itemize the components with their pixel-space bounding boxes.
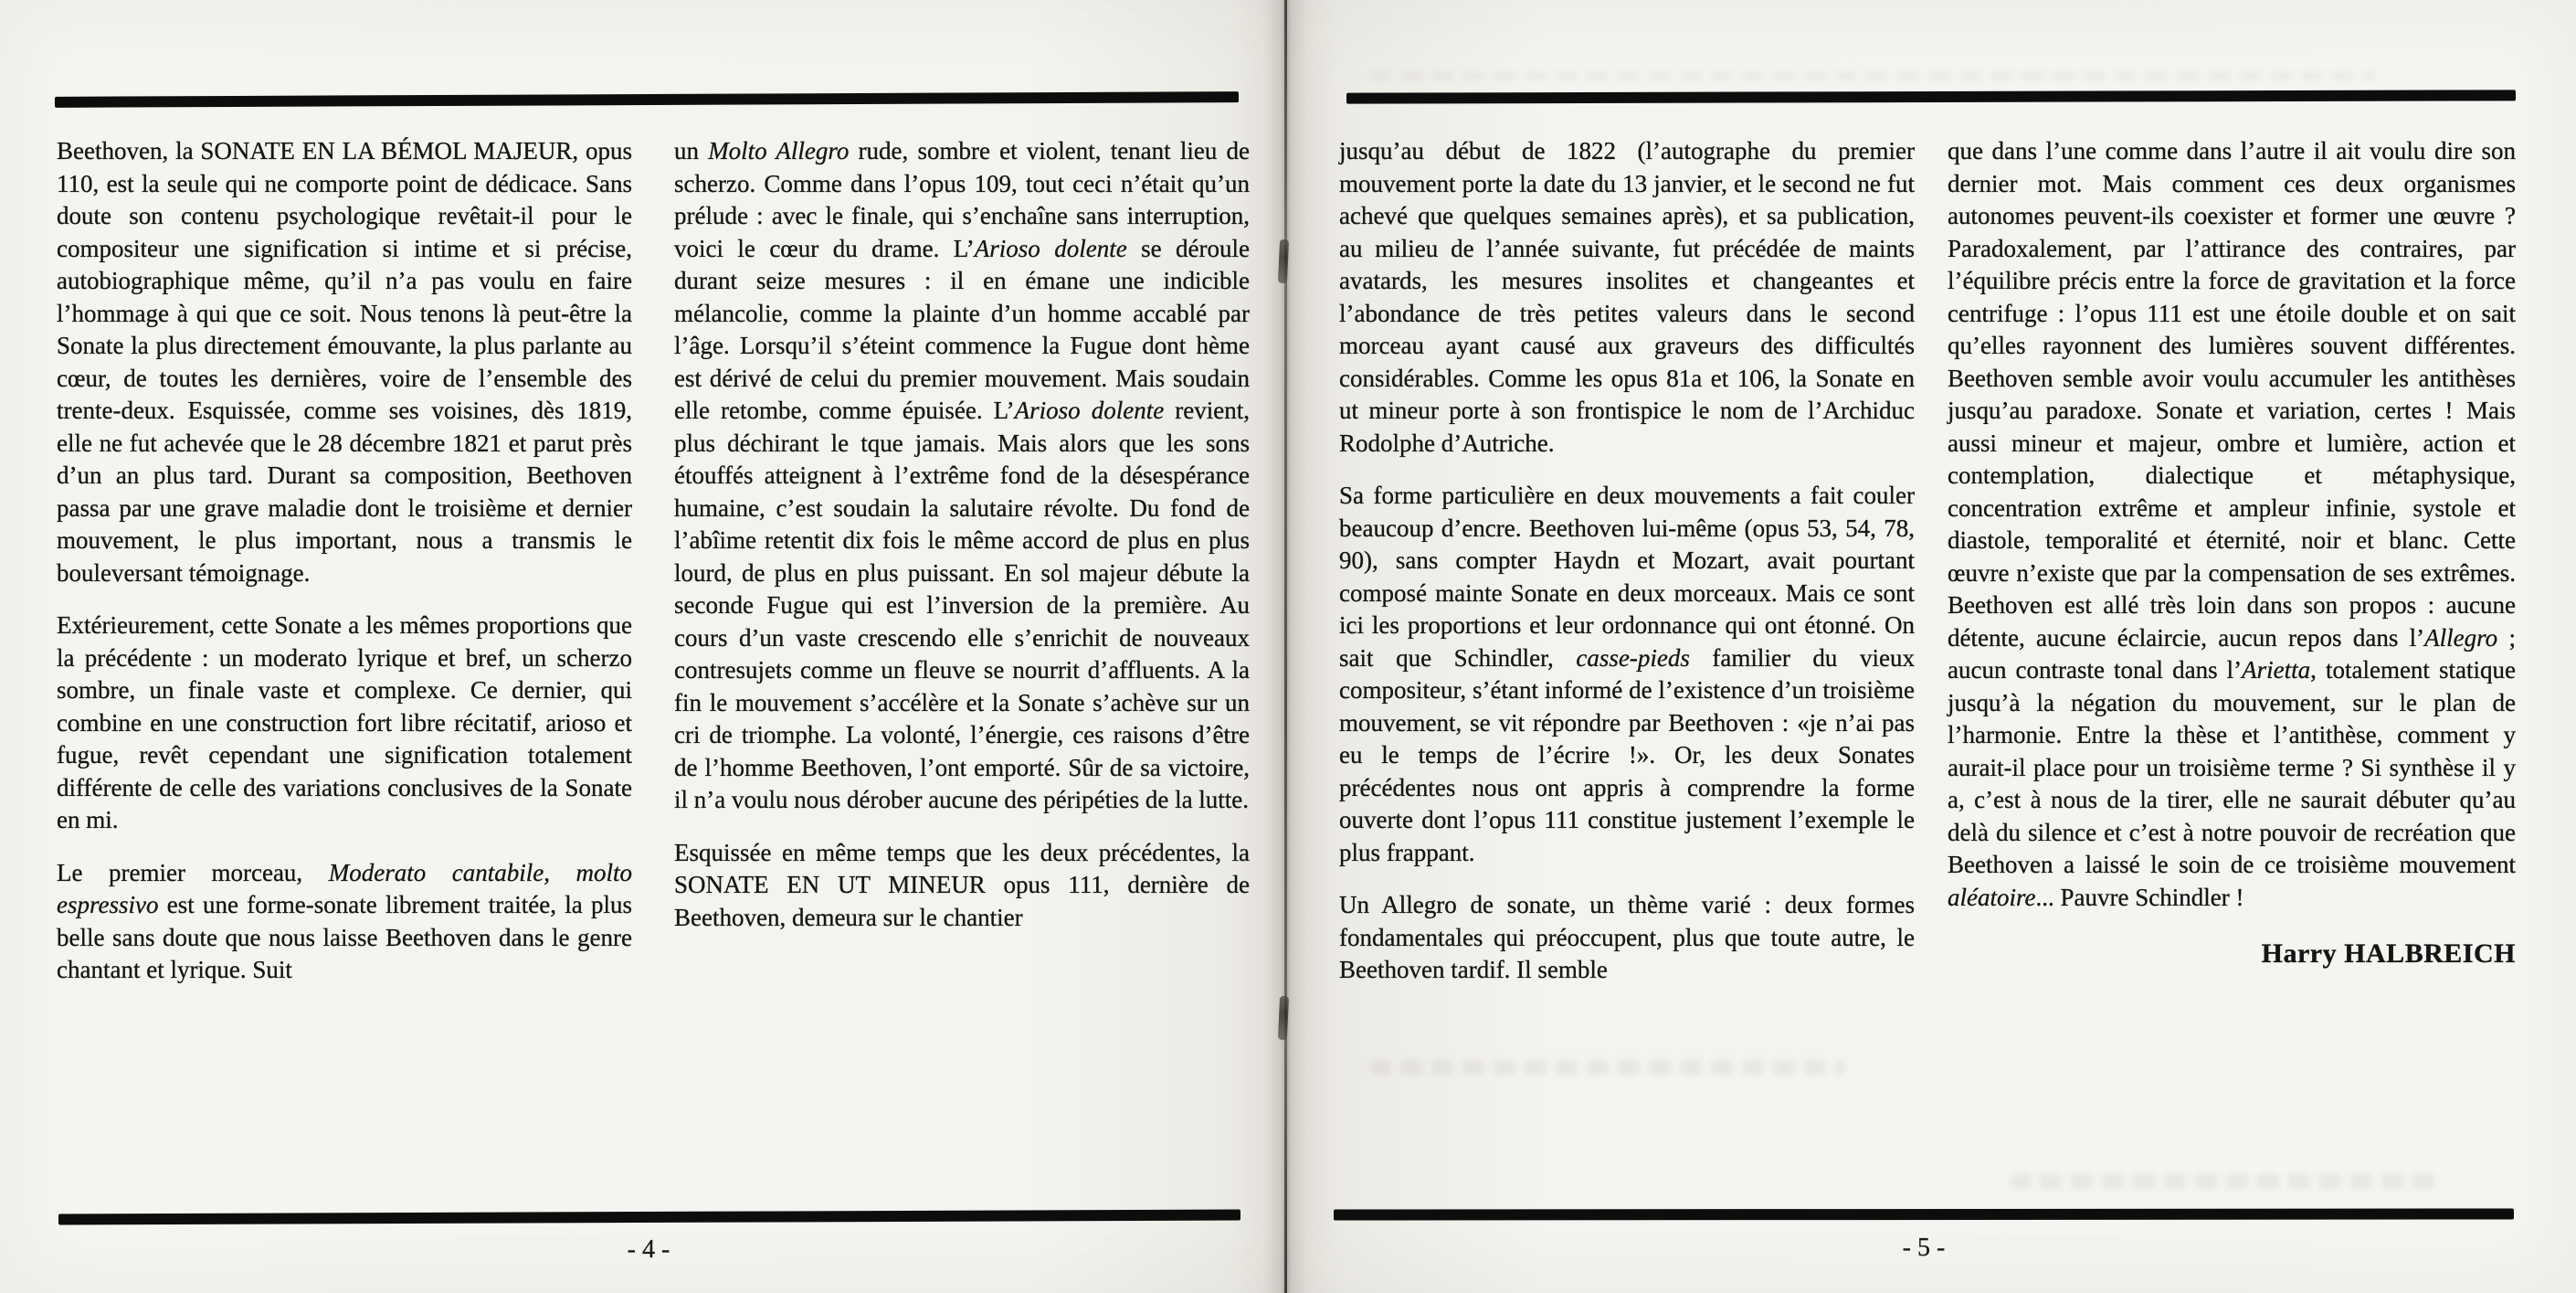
paragraph: Extérieurement, cette Sonate a les mêmes proportions que la précédente : un moderato lyrique et bref, un scherzo sombre, un finale vaste et complexe. Ce dernier, qui combine en une construction fort libre récitatif, arioso et fugue, revêt cependant une signification totalement différente de celle des variations conclusives de la Sonate en mi. xyxy=(57,611,632,833)
paragraph: Un Allegro de sonate, un thème varié : deux formes fondamentales qui préoccupent, plus que toute autre, le Beethoven tardif. Il semble xyxy=(1339,891,1915,983)
show-through-smudge xyxy=(1370,71,2375,80)
text-column-3 xyxy=(1339,135,1915,1007)
author-signature: Harry HALBREICH xyxy=(2261,938,2516,969)
paragraph: Beethoven, la SONATE EN LA BÉMOL MAJEUR, opus 110, est la seule qui ne comporte point de dédicace. Sans doute son contenu psychologique revêtait-il pour le compositeur une signification si intime et si précise, autobiographique même, qu’il n’a pas voulu en faire l’hommage à qui que ce soit. Nous tenons là peut-être la Sonate la plus directement émouvante, la plus parlante au cœur, de toutes les dernières, voire de l’ensemble des trente-deux. Esquissée, comme ses voisines, dès 1819, elle ne fut achevée que le 28 décembre 1821 et parut près d’un an plus tard. Durant sa composition, Beethoven passa par une grave maladie dont le troisième et dernier mouvement, le plus important, nous a transmis le bouleversant témoignage. xyxy=(57,137,632,587)
page-number-4: - 4 - xyxy=(627,1235,670,1264)
show-through-smudge xyxy=(1370,1060,1845,1075)
paragraph: un Molto Allegro rude, sombre et violent, tenant lieu de scherzo. Comme dans l’opus 109, tout ceci n’était qu’un prélude : avec le finale, qui s’enchaîne sans interruption, voici le cœur du drame. L’Arioso dolente se déroule durant seize mesures : il en émane une indicible mélancolie, comme la plainte d’un homme accablé par l’âge. Lorsqu’il s’éteint commence la Fugue dont hème est dérivé de celui du premier mouvement. Mais soudain elle retombe, comme épuisée. L’Arioso dolente revient, plus déchirant le tque jamais. Mais alors que les sons étouffés atteignent à l’extrême fond de la désespérance humaine, c’est soudain la salutaire révolte. Du fond de l’abîime retentit dix fois le même accord de plus en plus lourd, de plus en plus puissant. En sol majeur débute la seconde Fugue qui est l’inversion de la première. Au cours d’un vaste crescendo elle s’enrichit de nouveaux contresujets comme un fleuve se nourrit d’affluents. A la fin le mouvement s’accélère et la Sonate s’achève sur un cri de triomphe. La volonté, l’énergie, ces raisons d’être de l’homme Beethoven, l’ont emporté. Sûr de sa victoire, il n’a voulu nous dérober aucune des péripéties de la lutte. xyxy=(674,137,1251,813)
text-column-4 xyxy=(1948,135,2516,991)
bottom-rule-right-page xyxy=(1334,1208,2514,1220)
paragraph: que dans l’une comme dans l’autre il ait voulu dire son dernier mot. Mais comment ces deux organismes autonomes peuvent-ils coexister et former une œuvre ? Paradoxalement, par l’attirance des contraires, par l’équilibre précis entre la force de gravitation et la force centrifuge : l’opus 111 est une étoile double et on sait qu’elles rayonnent des lumières souvent différentes. Beethoven semble avoir voulu accumuler les antithèses jusqu’au paradoxe. Sonate et variation, certes ! Mais aussi mineur et majeur, ombre et lumière, action et contemplation, dialectique et métaphysique, concentration extrême et ampleur infinie, systole et diastole, temporalité et éternité, noir et blanc. Cette œuvre n’existe que par la compensation de ses extrêmes. Beethoven est allé très loin dans son propos : aucune détente, aucune éclaircie, aucun repos dans l’Allegro ; aucun contraste tonal dans l’Arietta, totalement statique jusqu’à la négation du mouvement, sur le plan de l’harmonie. Entre la thèse et l’antithèse, comment y aurait-il place pour un troisième terme ? Si synthèse il y a, c’est à nous de la tirer, elle ne saurait débuter qu’au delà du silence et c’est à notre pouvoir de recréation que Beethoven a laissé le soin de ce troisième mouvement aléatoire... Pauvre Schindler ! xyxy=(1948,137,2516,911)
center-fold-line xyxy=(1284,0,1287,1293)
text-column-1 xyxy=(57,135,632,1007)
paragraph: jusqu’au début de 1822 (l’autographe du premier mouvement porte la date du 13 janvier, et le second ne fut achevé que quelques semaines après), et sa publication, au milieu de l’année suivante, fut précédée de maints avatards, les mesures insolites et changeantes et l’abondance de très petites valeurs dans le second morceau ayant causé aux graveurs des difficultés considérables. Comme les opus 81a et 106, la Sonate en ut mineur porte à son frontispice le nom de l’Archiduc Rodolphe d’Autriche. xyxy=(1339,137,1915,457)
paragraph: Le premier morceau, Moderato cantabile, molto espressivo est une forme-sonate librement traitée, la plus belle sans doute que nous laisse Beethoven dans le genre chantant et lyrique. Suit xyxy=(57,858,632,983)
show-through-smudge xyxy=(2010,1174,2439,1189)
paragraph: Esquissée en même temps que les deux précédentes, la SONATE EN UT MINEUR opus 111, dernière de Beethoven, demeura sur le chantier xyxy=(674,838,1250,931)
text-column-2 xyxy=(674,135,1250,954)
paragraph: Sa forme particulière en deux mouvements a fait couler beaucoup d’encre. Beethoven lui-même (opus 53, 54, 78, 90), sans compter Haydn et Mozart, avait pourtant composé mainte Sonate en deux morceaux. Mais ce sont ici les proportions et leur ordonnance qui ont étonné. On sait que Schindler, casse-pieds familier du vieux compositeur, s’étant informé de l’existence d’un troisième mouvement, se vit répondre par Beethoven : «je n’ai pas eu le temps de l’écrire !». Or, les deux Sonates précédentes nous ont appris à comprendre la forme ouverte dont l’opus 111 constitue justement l’exemple le plus frappant. xyxy=(1339,482,1915,866)
staple xyxy=(1278,996,1289,1040)
page-number-5: - 5 - xyxy=(1902,1234,1946,1262)
staple xyxy=(1278,239,1289,283)
